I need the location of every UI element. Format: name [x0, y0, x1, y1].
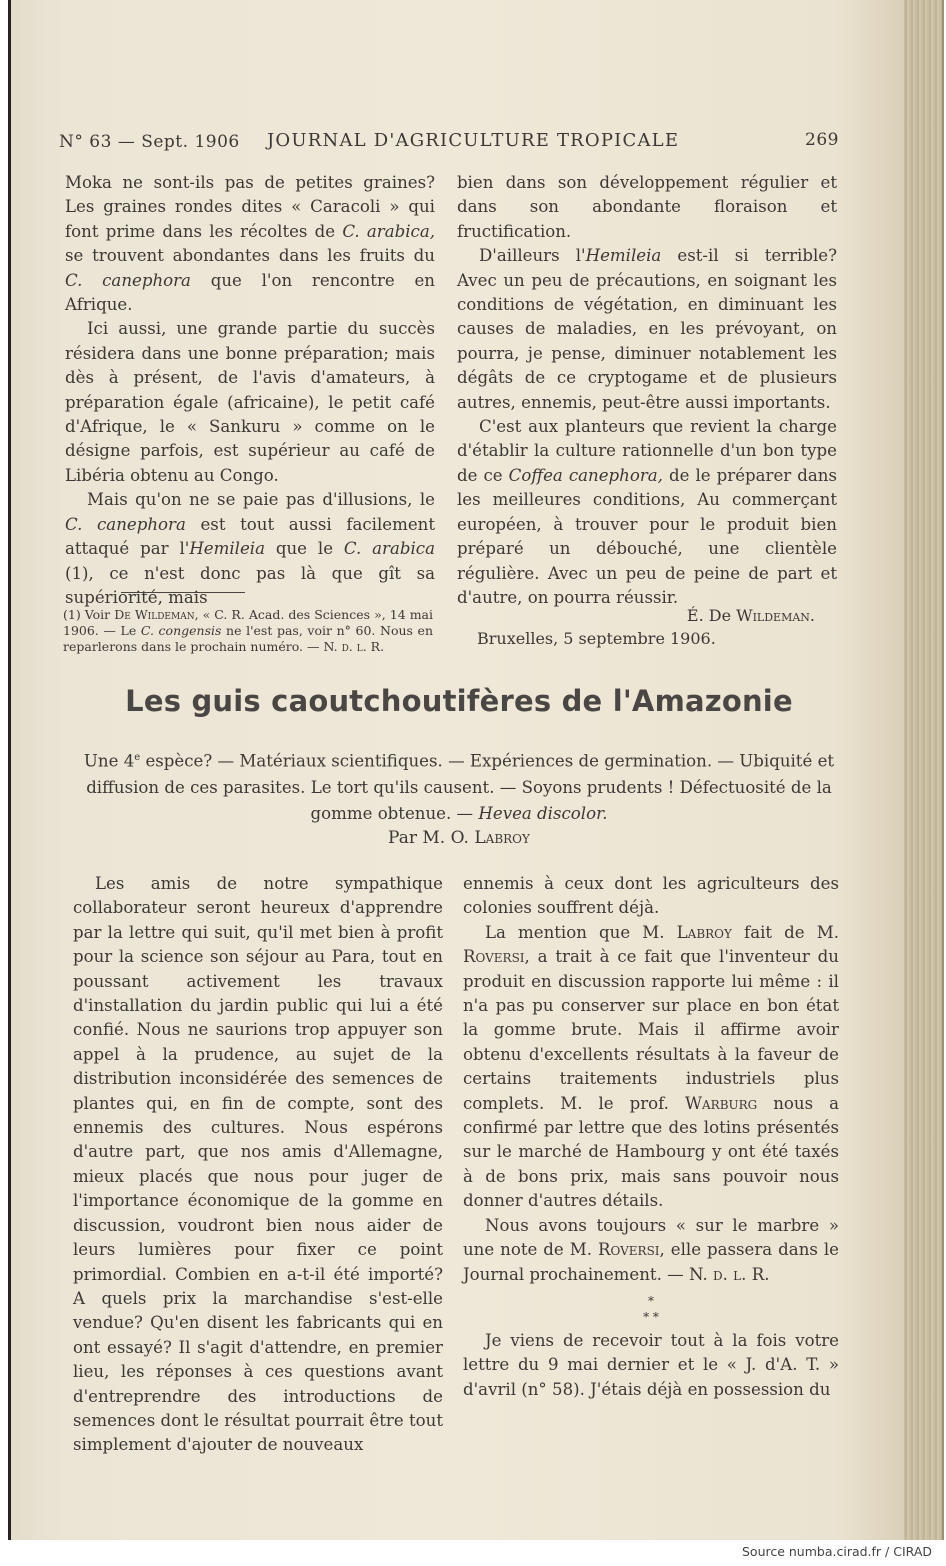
- top-right-column: [457, 171, 837, 610]
- author-signature: É. De Wildeman.: [686, 606, 815, 625]
- source-credit: Source numba.cirad.fr / CIRAD: [741, 1544, 932, 1559]
- top-left-column: [65, 171, 435, 610]
- paragraph: Ici aussi, une grande partie du succès résidera dans une bonne préparation; mais dès à présent, de l'avis d'amateurs, à préparation égale (africaine), le petit café d'Afrique, le « Sankuru » comme on le désigne parfois, est supérieur au café de Libéria obtenu au Congo.: [65, 319, 435, 485]
- paragraph: C'est aux planteurs que revient la charge d'établir la culture rationnelle d'un bon type de ce Coffea canephora, de le préparer dans les meilleures conditions, Au commerçant européen, à trouver pour le produit bien préparé un débouché, une clientèle régulière. Avec un peu de peine de part et d'autre, on pourra réussir.: [457, 417, 837, 607]
- paragraph: La mention que M. Labroy fait de M. Roversi, a trait à ce fait que l'inventeur du produit en discussion rapporte lui même : il n'a pas pu conserver sur place en bon état la gomme brute. Mais il affirme avoir obtenu d'excellents résultats à la faveur de certains traitements industriels plus complets. M. le prof. Warburg nous a confirmé par lettre que des lotins présentés sur le marché de Hambourg y ont été taxés à de bons prix, mais sans pouvoir nous donner d'autres détails.: [463, 922, 839, 1211]
- article-subtitle: Une 4e espèce? — Matériaux scientifiques. — Expériences de germination. — Ubiquité et diffusion de ces parasites. Le tort qu'ils causent. — Soyons prudents ! Défectuosité de la gomme obtenue. — Hevea discolor.: [83, 751, 835, 823]
- paragraph: ennemis à ceux dont les agriculteurs des colonies souffrent déjà.: [463, 874, 839, 918]
- paragraph: bien dans son développement régulier et dans son abondante floraison et fructification.: [457, 173, 837, 241]
- journal-title: JOURNAL D'AGRICULTURE TROPICALE: [267, 130, 680, 151]
- bottom-right-column: [463, 872, 839, 1402]
- paragraph: Nous avons toujours « sur le marbre » une note de M. Roversi, elle passera dans le Journal prochainement. — N. d. l. R.: [463, 1215, 840, 1284]
- signature-date: Bruxelles, 5 septembre 1906.: [477, 629, 716, 648]
- scanned-page: [8, 0, 907, 1540]
- section-separator-asterisks: * * *: [643, 1293, 659, 1324]
- paragraph: Mais qu'on ne se paie pas d'illusions, le C. canephora est tout aussi facilement attaqué par l'Hemileia que le C. arabica (1), ce n'est donc pas là que gît sa supériorité, mais: [65, 490, 435, 607]
- page-number: 269: [805, 130, 839, 150]
- byline: Par M. O. Labroy: [388, 828, 530, 848]
- issue-info: N° 63 — Sept. 1906: [59, 132, 240, 152]
- paragraph: Moka ne sont-ils pas de petites graines? Les graines rondes dites « Caracoli » qui font prime dans les récoltes de C. arabica, se trouvent abondantes dans les fruits du C. canephora que l'on rencontre en Afrique.: [65, 173, 436, 315]
- paragraph: D'ailleurs l'Hemileia est-il si terrible? Avec un peu de précautions, en soignant les conditions de végétation, en diminuant les causes de maladies, en les prévoyant, on pourra, je pense, diminuer notablement les dégâts de ce cryptogame et de plusieurs autres, ennemis, peut-être aussi importants.: [457, 246, 837, 412]
- paragraph: Les amis de notre sympathique collaborateur seront heureux d'apprendre par la lettre qui suit, qu'il met bien à profit pour la science son séjour au Para, tout en poussant activement les travaux d'installation du jardin public qui lui a été confié. Nous ne saurions trop appuyer son appel à la prudence, au sujet de la distribution inconsidérée des semences de plantes qui, en fin de compte, sont des ennemis des cultures. Nous espérons d'autre part, que nos amis d'Allemagne, mieux placés que nous pour juger de l'importance économique de la gomme en discussion, voudront bien nous aider de leurs lumières pour fixer ce point primordial. Combien en a-t-il été importé? A quels prix la marchandise s'est-elle vendue? Qu'en disent les fabricants qui en ont essayé? Il s'agit d'attendre, en premier lieu, les réponses à ces questions avant d'entreprendre des introductions de semences dont le résultat pourrait être tout simplement d'ajouter de nouveaux: [73, 874, 443, 1455]
- article-title: Les guis caoutchoutifères de l'Amazonie: [125, 684, 793, 718]
- footnote: (1) Voir De Wildeman, « C. R. Acad. des Sciences », 14 mai 1906. — Le C. congensis ne l'est pas, voir n° 60. Nous en reparlerons dans le prochain numéro. — N. d. l. R.: [63, 607, 434, 654]
- author-signature-block: [457, 606, 837, 648]
- paragraph: Je viens de recevoir tout à la fois votre lettre du 9 mai dernier et le « J. d'A. T. » d'avril (n° 58). J'étais déjà en possession du: [463, 1330, 839, 1399]
- footnote-divider: [121, 592, 245, 593]
- running-header: [59, 132, 839, 156]
- page-stack-edge: [904, 0, 944, 1540]
- bottom-left-column: [73, 872, 443, 1458]
